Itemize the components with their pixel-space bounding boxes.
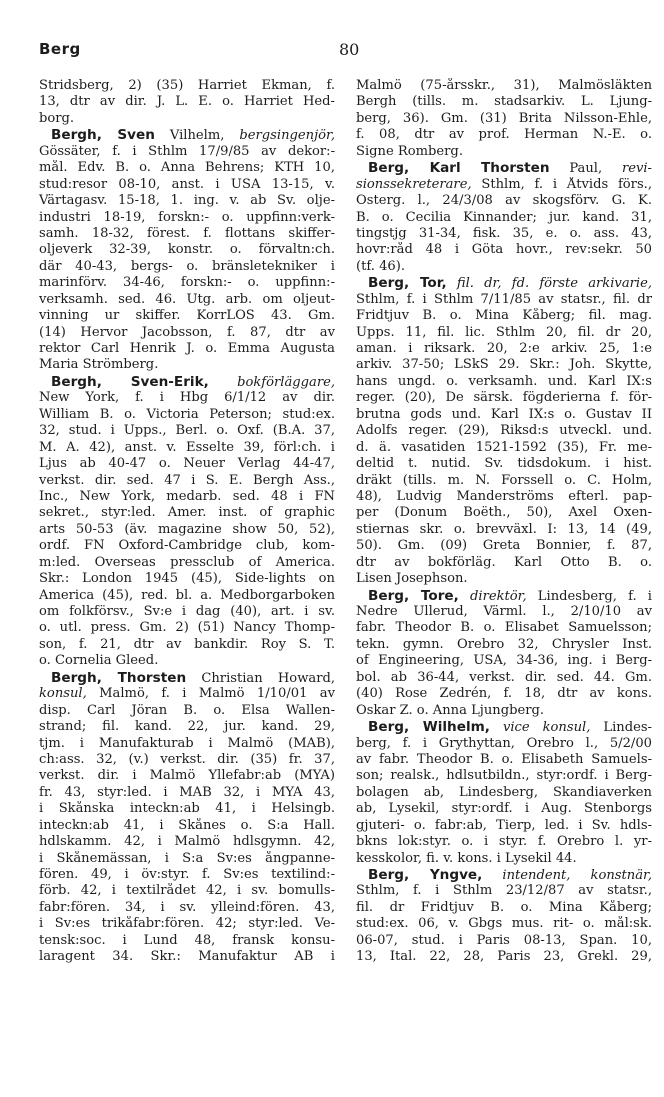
text-line — [39, 686, 335, 702]
line-text: mål. Edv. B. o. Anna Behrens; KTH 10, — [39, 160, 335, 176]
line-text: tensk:soc. i Lund 48, fransk konsu- — [39, 932, 335, 948]
line-text: ch:ass. 32, (v.) verkst. dir. (35) fr. 37, — [39, 751, 335, 767]
text-line — [356, 226, 652, 242]
entry-first-line — [39, 374, 335, 390]
line-text: verkst. dir. sed. 47 i S. E. Bergh Ass., — [39, 472, 335, 488]
entry-first-line — [39, 127, 335, 143]
text-line — [356, 111, 652, 127]
text-line — [39, 440, 335, 456]
text-line — [356, 703, 652, 719]
text-line — [356, 127, 652, 143]
text-line — [39, 160, 335, 176]
line-text: o. utl. press. Gm. 2) (51) Nancy Thomp- — [39, 620, 335, 636]
text-line — [39, 111, 335, 127]
headword: Berg, Tore, — [368, 587, 459, 604]
text-line — [39, 308, 335, 324]
text-line — [39, 818, 335, 834]
text-line — [356, 653, 652, 669]
text-line — [39, 801, 335, 817]
text-line — [39, 916, 335, 932]
line-text: berg, f. i Grythyttan, Örebro l., 5/2/00 — [356, 735, 652, 751]
text-line — [356, 259, 652, 275]
line-text: hdlskamm. 42, i Malmö hdlsgymn. 42, — [39, 834, 335, 850]
text-line — [39, 357, 335, 373]
text-line — [356, 489, 652, 505]
occupation: bokförläggare, — [237, 374, 335, 390]
right-column — [356, 78, 652, 966]
headword: Berg, Yngve, — [368, 867, 483, 883]
text-line — [356, 177, 652, 193]
line-text: av fabr. Theodor B. o. Elisabeth Samuels- — [356, 751, 652, 767]
text-line — [39, 555, 335, 571]
line-text: 50). Gm. (09) Greta Bonnier, f. 87, — [356, 538, 652, 554]
entry-first-line — [356, 275, 652, 291]
text-line — [39, 423, 335, 439]
line-text: kesskolor, fi. v. kons. i Lysekil 44. — [356, 850, 577, 866]
line-text — [482, 868, 502, 883]
line-text: vinning ur skiffer. KorrLÖS 43. Gm. — [39, 308, 335, 324]
headword: Berg, Tor, — [368, 275, 447, 292]
line-text: tekn. gymn. Örebro 32, Chrysler Inst. — [356, 636, 652, 652]
line-text: Värtagasv. 15-18, 1. ing. v. ab Sv. olje- — [39, 193, 335, 209]
line-text: samh. 18-32, förest. f. flottans skiffer- — [39, 225, 335, 241]
text-line — [356, 637, 652, 653]
text-line — [39, 949, 335, 965]
line-text: Österg. l., 24/3/08 av skogsförv. G. K. — [356, 193, 652, 209]
text-line — [39, 522, 335, 538]
text-line — [356, 801, 652, 817]
line-text: Upps. 11, fil. lic. Sthlm 20, fil. dr 20, — [356, 324, 652, 340]
line-text: o. Cornelia Gleed. — [39, 653, 159, 669]
text-line — [39, 752, 335, 768]
text-line — [356, 768, 652, 784]
line-text — [459, 589, 470, 604]
line-text-tail: Lindesberg, f. i — [526, 588, 652, 604]
line-text: son, f. 21, dtr av bankdir. Roy S. T. — [39, 636, 335, 652]
text-line — [39, 933, 335, 949]
line-text: Paul, — [549, 161, 622, 177]
text-line — [39, 604, 335, 620]
headword: Bergh, Sven-Erik, — [51, 373, 209, 390]
text-line — [356, 440, 652, 456]
line-text: B. o. Cecilia Kinnander; jur. kand. 31, — [356, 209, 652, 225]
text-line — [39, 538, 335, 554]
occupation: intendent, konstnär, — [502, 868, 652, 883]
line-text: i Skånska inteckn:ab 41, i Helsingb. — [39, 801, 335, 817]
line-text: America (45), red. bl. a. Medborgarboken — [39, 587, 335, 603]
text-line — [356, 193, 652, 209]
line-text-tail: Lindes- — [590, 720, 652, 736]
text-line — [39, 325, 335, 341]
line-text: bol. ab 36-44, verkst. dir. sed. 44. Gm. — [356, 669, 652, 685]
headword: Berg, Karl Thorsten — [368, 160, 550, 177]
line-text: marinförv. 34-46, forskn:- o. uppfinn:- — [39, 275, 335, 291]
text-line — [39, 193, 335, 209]
line-text: dtr av bokförläg. Karl Otto B. o. — [356, 554, 652, 570]
text-line — [356, 325, 652, 341]
line-text: stud:resor 08-10, anst. i USA 13-15, v. — [39, 176, 335, 192]
text-line — [356, 374, 652, 390]
page-header — [39, 40, 634, 62]
text-line — [39, 177, 335, 193]
line-text: M. A. 42), anst. v. Esselte 39, förl:ch. i — [39, 439, 335, 455]
text-line — [356, 785, 652, 801]
text-line — [39, 867, 335, 883]
text-line — [356, 456, 652, 472]
text-line — [39, 390, 335, 406]
text-line — [39, 653, 335, 669]
line-text: per (Donum Boëth., 50), Axel Oxen- — [356, 505, 652, 521]
line-text: Sthlm, f. i Sthlm 23/12/87 av statsr., — [356, 883, 652, 899]
line-text: Christian Howard, — [186, 670, 335, 686]
line-text: Vilhelm, — [154, 128, 240, 144]
line-text: verksamh. sed. 46. Utg. arb. om oljeut- — [39, 291, 335, 307]
occupation: fil. dr, fd. förste arkivarie, — [456, 276, 652, 292]
text-line — [356, 670, 652, 686]
line-text: Gössäter, f. i Sthlm 17/9/85 av dekor:- — [39, 143, 335, 159]
text-line — [356, 604, 652, 620]
text-line — [356, 144, 652, 160]
text-line — [39, 834, 335, 850]
line-text: gjuteri- o. fabr:ab, Tierp, led. i Sv. hdls- — [356, 817, 652, 833]
entry-first-line — [356, 160, 652, 176]
text-line — [39, 620, 335, 636]
headword: Berg, Wilhelm, — [368, 719, 490, 736]
line-text: fil. dr Fridtjuv B. o. Mina Kåberg; — [356, 899, 652, 915]
line-text: Nedre Ullerud, Värml. l., 2/10/10 av — [356, 604, 652, 619]
line-text: 48), Ludvig Manderströms efterl. pap- — [356, 488, 652, 504]
text-line — [39, 883, 335, 899]
text-line — [356, 752, 652, 768]
line-text: om folkförsv., Sv:e i dag (40), art. i sv. — [39, 604, 335, 619]
text-line — [356, 210, 652, 226]
text-line — [39, 768, 335, 784]
line-text: 13, dtr av dir. J. L. E. o. Harriet Hed- — [39, 94, 335, 110]
line-text: Sthlm, f. i Sthlm 7/11/85 av statsr., fil. dr — [356, 291, 652, 307]
line-text: bkns lok:styr. o. i styr. f. Örebro l. yr- — [356, 834, 652, 850]
line-text: aman. i riksark. 20, 2:e arkiv. 25, 1:e — [356, 341, 652, 356]
text-line — [39, 505, 335, 521]
text-line — [39, 94, 335, 110]
line-text: tjm. i Manufakturab i Malmö (MAB), — [39, 735, 335, 751]
text-line — [39, 341, 335, 357]
line-text: Oskar Z. o. Anna Ljungberg. — [356, 702, 545, 718]
headword: Bergh, Sven — [51, 127, 155, 144]
line-text: i Sv:es trikåfabr:fören. 42; styr:led. Ve- — [39, 916, 335, 932]
text-line — [356, 390, 652, 406]
line-text: (40) Rose Zedrén, f. 18, dtr av kons. — [356, 686, 652, 702]
line-text: stiernas skr. o. brevväxl. I: 13, 14 (49, — [356, 521, 652, 537]
line-text: disp. Carl Jöran B. o. Elsa Wallen- — [39, 702, 335, 718]
text-line — [39, 210, 335, 226]
text-line — [356, 242, 652, 258]
occupation: vice konsul, — [502, 720, 591, 736]
line-text: son; realsk., hdlsutbildn., styr:ordf. i Berg- — [356, 768, 652, 784]
occupation: bergsingenjör, — [239, 128, 335, 144]
text-line — [356, 341, 652, 357]
text-line — [39, 736, 335, 752]
text-line — [356, 686, 652, 702]
text-line — [356, 818, 652, 834]
text-line — [39, 851, 335, 867]
text-line — [39, 703, 335, 719]
line-text: of Engineering, USA, 34-36, ing. i Berg- — [356, 653, 652, 669]
text-line — [39, 78, 335, 94]
line-text: Ljus ab 40-47 o. Neuer Verlag 44-47, — [39, 456, 335, 472]
text-line — [356, 357, 652, 373]
line-text: Stridsberg, 2) (35) Harriet Ekman, f. — [39, 78, 335, 93]
line-text: hovr:råd 48 i Göta hovr., rev:sekr. 50 — [356, 242, 652, 258]
page-number: 80 — [339, 40, 360, 59]
text-line — [39, 226, 335, 242]
line-text: 06-07, stud. i Paris 08-13, Span. 10, — [356, 932, 652, 948]
line-text: Bergh (tills. m. stadsarkiv. L. Ljung- — [356, 94, 652, 110]
text-line — [356, 883, 652, 899]
text-line — [39, 456, 335, 472]
text-line — [356, 423, 652, 439]
text-line — [39, 588, 335, 604]
text-line — [356, 308, 652, 324]
line-text: brutna gods und. Karl IX:s o. Gustav II — [356, 406, 652, 422]
text-line — [356, 522, 652, 538]
text-line — [356, 292, 652, 308]
text-line — [356, 916, 652, 932]
line-text: (tf. 46). — [356, 258, 406, 274]
text-line — [356, 834, 652, 850]
line-text: arts 50-53 (äv. magazine show 50, 52), — [39, 521, 335, 537]
text-line — [356, 571, 652, 587]
headword: Bergh, Thorsten — [51, 669, 187, 686]
occupation: konsul, — [39, 686, 87, 702]
line-text: hans ungd. o. verksamh. und. Karl IX:s — [356, 373, 652, 389]
text-line — [39, 259, 335, 275]
line-text-tail: Malmö, f. i Malmö 1/10/01 av — [86, 686, 335, 702]
line-text: stud:ex. 06, v. Gbgs mus. rit- o. mål:sk. — [356, 916, 652, 932]
text-line — [39, 407, 335, 423]
line-text: förb. 42, i textilrådet 42, i sv. bomulls- — [39, 883, 335, 899]
line-text: dräkt (tills. m. N. Forssell o. C. Holm, — [356, 472, 652, 488]
line-text: ab, Lysekil, styr:ordf. i Aug. Stenborgs — [356, 801, 652, 817]
text-line — [356, 900, 652, 916]
text-line — [356, 407, 652, 423]
line-text-tail: Sthlm, f. i Åtvids förs., — [471, 176, 652, 192]
text-line — [356, 78, 652, 94]
line-text: laragent 34. Skr.: Manufaktur AB i — [39, 949, 335, 965]
line-text: d. ä. vasatiden 1521-1592 (35), Fr. me- — [356, 439, 652, 455]
line-text: 13, Ital. 22, 28, Paris 23, Grekl. 29, — [356, 949, 652, 965]
text-line — [39, 292, 335, 308]
line-text: Malmö (75-årsskr., 31), Malmösläkten — [356, 78, 652, 93]
text-line — [356, 538, 652, 554]
line-text: Lisen Josephson. — [356, 571, 468, 587]
text-line — [356, 505, 652, 521]
text-line — [356, 555, 652, 571]
text-line — [39, 144, 335, 160]
line-text: rektor Carl Henrik J. o. Emma Augusta — [39, 341, 335, 356]
text-line — [356, 933, 652, 949]
entry-first-line — [356, 719, 652, 735]
text-line — [39, 489, 335, 505]
text-line — [356, 94, 652, 110]
text-line — [39, 637, 335, 653]
line-text: fr. 43, styr:led. i MAB 32, i MYA 43, — [39, 784, 335, 800]
line-text — [209, 375, 237, 390]
text-line — [39, 571, 335, 587]
line-text: m:led. Overseas pressclub of America. — [39, 554, 335, 570]
line-text — [447, 276, 457, 291]
line-text: deltid t. nutid. Sv. tidsdokum. i hist. — [356, 456, 652, 472]
line-text: tingstjg 31-34, fisk. 35, e. o. ass. 43, — [356, 225, 652, 241]
text-line — [39, 242, 335, 258]
occupation: direktör, — [470, 588, 527, 604]
line-text: ordf. FN Oxford-Cambridge club, kom- — [39, 538, 335, 554]
entry-first-line — [356, 588, 652, 604]
text-line — [356, 949, 652, 965]
text-line — [39, 473, 335, 489]
text-line — [39, 900, 335, 916]
line-text: där 40-43, bergs- o. bränsletekniker i — [39, 258, 335, 274]
line-text: verkst. dir. i Malmö Yllefabr:ab (MYA) — [39, 768, 335, 784]
occupation: sionssekreterare, — [356, 176, 472, 192]
line-text: industri 18-19, forskn:- o. uppfinn:verk- — [39, 209, 335, 225]
line-text: (14) Hervor Jacobsson, f. 87, dtr av — [39, 324, 335, 340]
line-text: reger. (20), De särsk. fögderierna f. för- — [356, 390, 652, 406]
line-text: strand; fil. kand. 22, jur. kand. 29, — [39, 719, 335, 735]
entry-first-line — [356, 867, 652, 883]
text-line — [356, 851, 652, 867]
line-text: Inc., New York, medarb. sed. 48 i FN — [39, 488, 335, 504]
line-text: Maria Strömberg. — [39, 357, 159, 373]
line-text: bolagen ab, Lindesberg, Skandiaverken — [356, 784, 652, 800]
line-text: New York, f. i Hbg 6/1/12 av dir. — [39, 390, 335, 406]
line-text: 32, stud. i Upps., Berl. o. Oxf. (B.A. 37, — [39, 423, 335, 439]
text-line — [356, 473, 652, 489]
line-text: f. 08, dtr av prof. Herman N.-E. o. — [356, 127, 652, 143]
left-column — [39, 78, 335, 966]
occupation: revi- — [621, 161, 652, 177]
text-line — [39, 719, 335, 735]
line-text: Signe Romberg. — [356, 143, 463, 159]
running-head: Berg — [39, 40, 81, 58]
text-line — [356, 736, 652, 752]
line-text: William B. o. Victoria Peterson; stud:ex. — [39, 406, 335, 422]
line-text — [490, 720, 503, 735]
line-text: Adolfs reger. (29), Riksd:s utveckl. und. — [356, 423, 652, 439]
line-text: Skr.: London 1945 (45), Side-lights on — [39, 571, 335, 587]
line-text: arkiv. 37-50; LSkS 29. Skr.: Joh. Skytte, — [356, 357, 652, 373]
line-text: oljeverk 32-39, konstr. o. förvaltn:ch. — [39, 242, 335, 258]
line-text: fören. 49, i öv:styr. f. Sv:es textilind:- — [39, 867, 335, 882]
line-text: i Skånemässan, i S:a Sv:es ångpanne- — [39, 850, 335, 866]
entry-first-line — [39, 670, 335, 686]
text-line — [356, 620, 652, 636]
line-text: Fridtjuv B. o. Mina Kåberg; fil. mag. — [356, 308, 652, 324]
line-text: fabr. Theodor B. o. Elisabet Samuelsson; — [356, 620, 652, 636]
line-text: sekret., styr:led. Amer. inst. of graphic — [39, 505, 335, 521]
line-text: berg, 36). Gm. (31) Brita Nilsson-Ehle, — [356, 110, 652, 126]
text-line — [39, 785, 335, 801]
text-line — [39, 275, 335, 291]
line-text: fabr:fören. 34, i sv. ylleind:fören. 43, — [39, 899, 335, 915]
line-text: inteckn:ab 41, i Skånes o. S:a Hall. — [39, 817, 335, 833]
line-text: borg. — [39, 110, 75, 126]
